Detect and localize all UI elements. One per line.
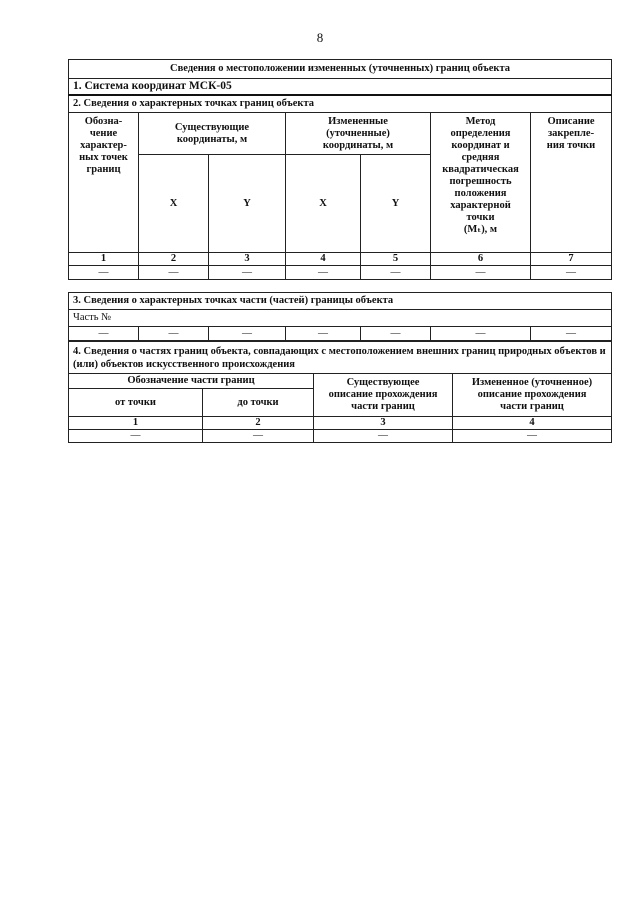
table-cell: —: [431, 327, 531, 341]
table-cell: —: [203, 430, 314, 443]
column-number: 6: [431, 253, 531, 266]
column-number: 3: [209, 253, 286, 266]
part-number-label: Часть №: [69, 310, 612, 327]
header-existing-coordinates: Существующие координаты, м: [139, 113, 286, 155]
column-number: 5: [361, 253, 431, 266]
table-cell: —: [531, 266, 612, 280]
table-cell: —: [431, 266, 531, 280]
header-point-description: Описание закрепле- ния точки: [531, 113, 612, 253]
column-number: 2: [139, 253, 209, 266]
table-cell: —: [286, 327, 361, 341]
points-table: [68, 59, 612, 280]
table-cell: —: [209, 327, 286, 341]
boundary-parts-table: [68, 341, 612, 443]
page-number: 8: [316, 30, 324, 45]
table-cell: —: [361, 327, 431, 341]
header-point-designation: Обозна- чение характер- ных точек границ: [69, 113, 139, 253]
table-cell: —: [69, 266, 139, 280]
header-changed-description: Измененное (уточненное) описание прохождения части границ: [453, 374, 612, 417]
header-existing-x: X: [139, 155, 209, 253]
header-existing-description: Существующее описание прохождения части границ: [314, 374, 453, 417]
section-1-title: 1. Система координат МСК-05: [69, 79, 612, 95]
column-number: 1: [69, 253, 139, 266]
table-cell: —: [69, 430, 203, 443]
header-changed-y: Y: [361, 155, 431, 253]
header-existing-y: Y: [209, 155, 286, 253]
table-cell: —: [361, 266, 431, 280]
document-title: Сведения о местоположении измененных (уточненных) границ объекта: [69, 60, 612, 79]
table-cell: —: [139, 266, 209, 280]
header-changed-coordinates: Измененные (уточненные) координаты, м: [286, 113, 431, 155]
table-cell: —: [453, 430, 612, 443]
table-cell: —: [69, 327, 139, 341]
column-number: 2: [203, 417, 314, 430]
column-number: 4: [286, 253, 361, 266]
column-number: 7: [531, 253, 612, 266]
table-cell: —: [286, 266, 361, 280]
column-number: 4: [453, 417, 612, 430]
header-to-point: до точки: [203, 389, 314, 417]
part-points-table: [68, 292, 612, 341]
header-part-designation: Обозначение части границ: [69, 374, 314, 389]
section-4-title: 4. Сведения о частях границ объекта, совпадающих с местоположением внешних границ природных объектов и (или) объектов искусственного происхождения: [69, 342, 612, 374]
table-cell: —: [209, 266, 286, 280]
section-2-title: 2. Сведения о характерных точках границ объекта: [69, 95, 612, 113]
header-from-point: от точки: [69, 389, 203, 417]
header-method: Метод определения координат и средняя квадратическая погрешность положения характерной точки (Mₜ), м: [431, 113, 531, 253]
column-number: 3: [314, 417, 453, 430]
section-3-title: 3. Сведения о характерных точках части (частей) границы объекта: [69, 293, 612, 310]
table-cell: —: [139, 327, 209, 341]
column-number: 1: [69, 417, 203, 430]
header-changed-x: X: [286, 155, 361, 253]
table-cell: —: [314, 430, 453, 443]
table-cell: —: [531, 327, 612, 341]
